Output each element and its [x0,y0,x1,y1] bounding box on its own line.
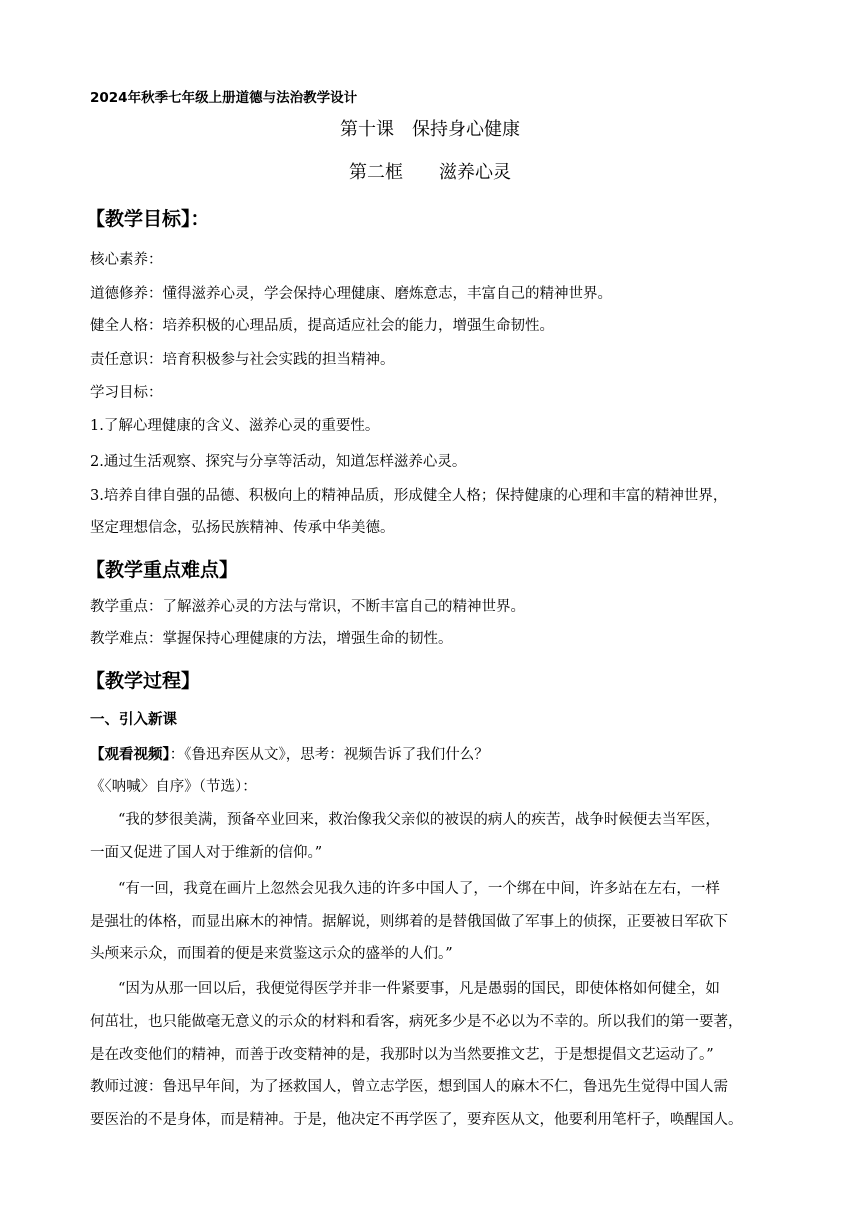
quote-3-line-2: 何茁壮，也只能做毫无意义的示众的材料和看客，病死多少是不必以为不幸的。所以我们的第一要著， [90,1014,743,1030]
learning-goal-3-line-2: 坚定理想信念，弘扬民族精神、传承中华美德。 [90,520,395,536]
teaching-difficulty-text: 教学难点：掌握保持心理健康的方法，增强生命的韧性。 [90,631,453,647]
quote-1-line-1: “我的梦很美满，预备卒业回来，救治像我父亲似的被误的病人的疾苦，战争时候便去当军医， [118,812,720,828]
document-header-title: 2024年秋季七年级上册道德与法治教学设计 [90,90,358,106]
lesson-title: 第十课 保持身心健康 [340,119,520,140]
sound-personality-text: 健全人格：培养积极的心理品质，提高适应社会的能力，增强生命韧性。 [90,318,554,334]
quote-2-line-1: “有一回，我竟在画片上忽然会见我久违的许多中国人了，一个绑在中间，许多站在左右，一样 [118,881,720,897]
teacher-transition-line-1: 教师过渡：鲁迅早年间，为了拯救国人，曾立志学医，想到国人的麻木不仁，鲁迅先生觉得中国人需 [90,1079,728,1095]
quote-3-line-1: “因为从那一回以后，我便觉得医学并非一件紧要事，凡是愚弱的国民，即使体格如何健全，如 [118,981,720,997]
section-title: 第二框 滋养心灵 [349,162,511,183]
excerpt-source: 《〈呐喊〉自序》（节选）： [90,779,257,795]
quote-2-line-3: 头颅来示众，而围着的便是来赏鉴这示众的盛举的人们。” [90,946,453,962]
teacher-transition-line-2: 要医治的不是身体，而是精神。于是，他决定不再学医了，要弃医从文，他要利用笔杆子，唤醒国人。 [90,1112,743,1128]
moral-cultivation-text: 道德修养：懂得滋养心灵，学会保持心理健康、磨炼意志，丰富自己的精神世界。 [90,286,612,302]
video-label: 【观看视频】 [90,747,170,763]
part-1-title: 一、引入新课 [90,712,177,728]
learning-goal-2: 2.通过生活观察、探究与分享等活动，知道怎样滋养心灵。 [90,454,467,470]
teaching-focus-text: 教学重点：了解滋养心灵的方法与常识，不断丰富自己的精神世界。 [90,599,525,615]
quote-3-line-3: 是在改变他们的精神，而善于改变精神的是，我那时以为当然要推文艺，于是想提倡文艺运动了。” [90,1047,714,1063]
video-task-text: ：《鲁迅弃医从文》，思考：视频告诉了我们什么？ [169,747,489,763]
responsibility-text: 责任意识：培育积极参与社会实践的担当精神。 [90,352,395,368]
core-literacy-label: 核心素养： [90,252,163,268]
key-points-heading: 【教学重点难点】 [86,559,239,581]
objectives-heading: 【教学目标】： [86,208,210,230]
video-task-line [90,745,780,765]
process-heading: 【教学过程】 [86,670,201,692]
learning-goals-label: 学习目标： [90,385,163,401]
quote-2-line-2: 是强壮的体格，而显出麻木的神情。据解说，则绑着的是替俄国做了军事上的侦探，正要被日军砍下 [90,914,728,930]
learning-goal-3-line-1: 3.培养自律自强的品德、积极向上的精神品质，形成健全人格；保持健康的心理和丰富的精神世界， [90,488,728,504]
quote-1-line-2: 一面又促进了国人对于维新的信仰。” [90,845,323,861]
learning-goal-1: 1.了解心理健康的含义、滋养心灵的重要性。 [90,418,380,434]
